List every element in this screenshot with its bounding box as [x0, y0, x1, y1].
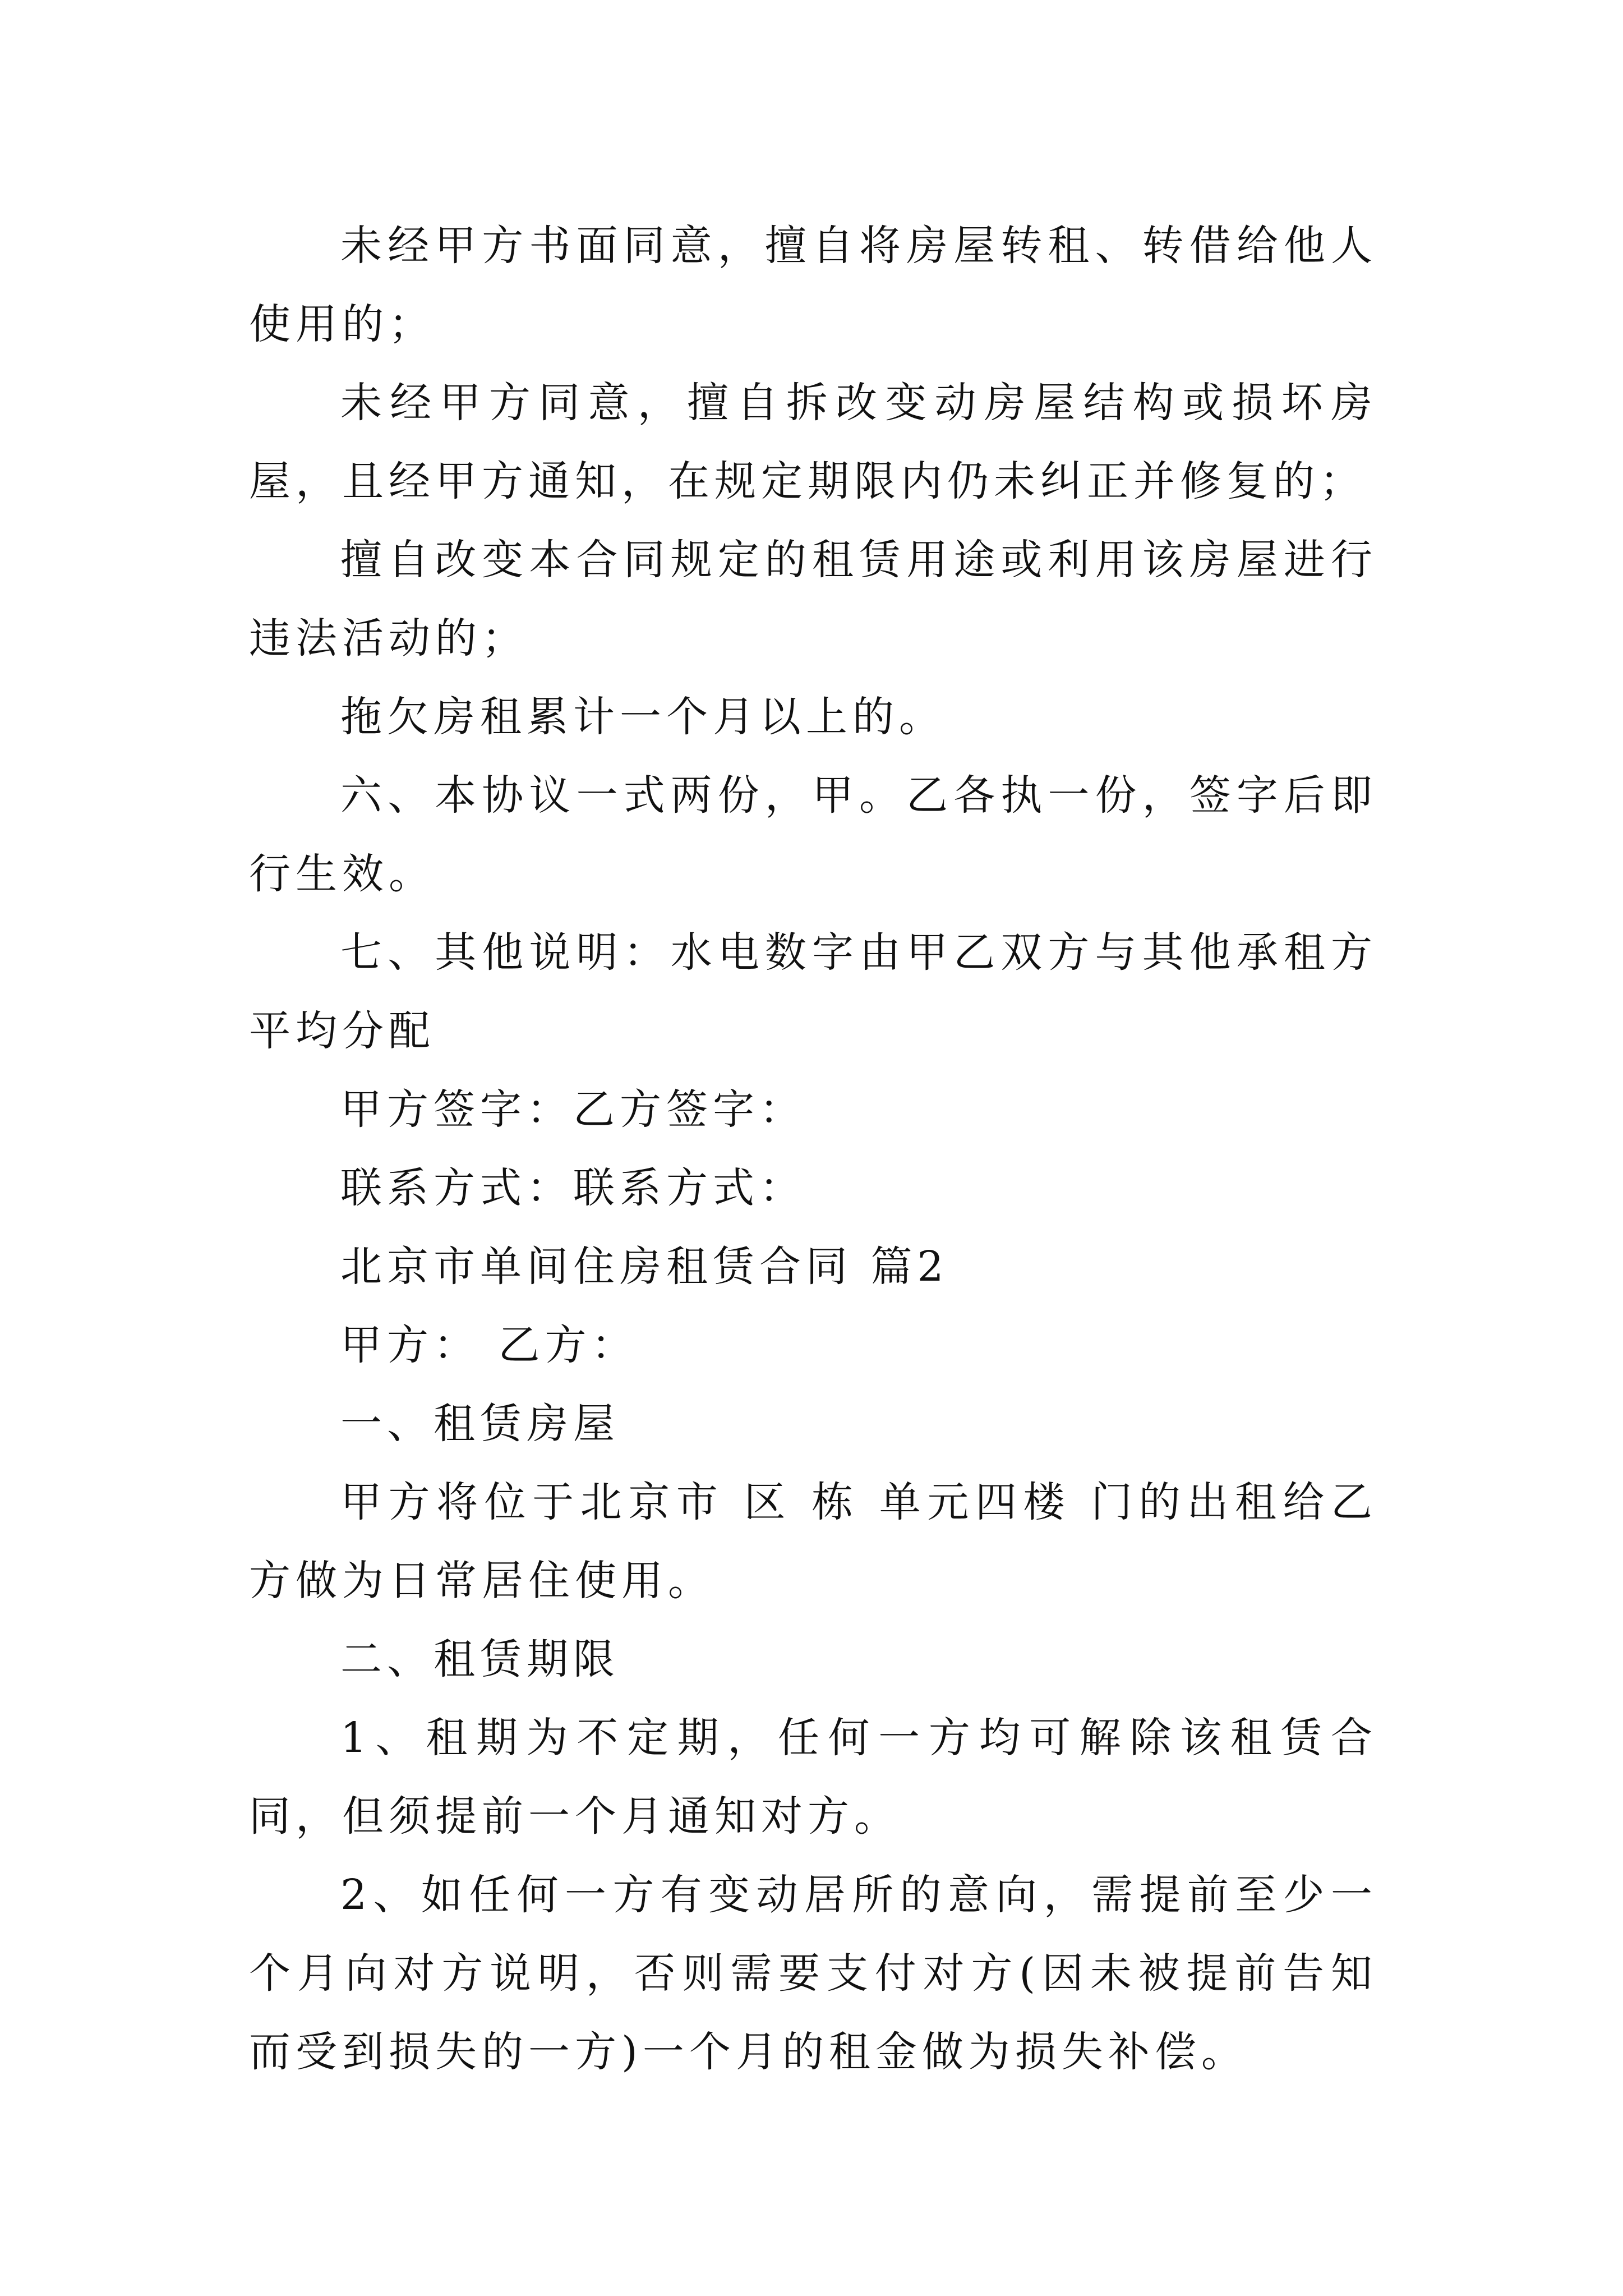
term-item-2: 2、如任何一方有变动居所的意向，需提前至少一个月向对方说明，否则需要支付对方(因未被提前告知而受到损失的一方)一个月的租金做为损失补偿。 [249, 1871, 1377, 2076]
document-body [249, 206, 1377, 2091]
contract-title: 北京市单间住房租赁合同 篇2 [340, 1243, 949, 1291]
contact-line: 联系方式：联系方式： [340, 1164, 806, 1212]
clause-structure-damage: 未经甲方同意，擅自拆改变动房屋结构或损坏房屋，且经甲方通知，在规定期限内仍未纠正并修复的； [249, 379, 1377, 505]
section-heading-term: 二、租赁期限 [340, 1635, 620, 1683]
clause-sublet: 未经甲方书面同意，擅自将房屋转租、转借给他人使用的； [249, 222, 1377, 348]
term-item-1: 1、租期为不定期，任何一方均可解除该租赁合同，但须提前一个月通知对方。 [249, 1714, 1377, 1841]
clause-six-copies: 六、本协议一式两份，甲。乙各执一份，签字后即行生效。 [249, 771, 1377, 898]
clause-rent-arrears: 拖欠房租累计一个月以上的。 [340, 693, 946, 741]
signature-line: 甲方签字：乙方签字： [340, 1085, 806, 1134]
section-heading-property: 一、租赁房屋 [340, 1400, 620, 1448]
clause-seven-other: 七、其他说明：水电数字由甲乙双方与其他承租方平均分配 [249, 928, 1377, 1055]
property-description: 甲方将位于北京市 区 栋 单元四楼 门的出租给乙方做为日常居住使用。 [249, 1478, 1377, 1605]
clause-illegal-use: 擅自改变本合同规定的租赁用途或利用该房屋进行违法活动的； [249, 536, 1377, 662]
parties-line: 甲方： 乙方： [340, 1321, 638, 1369]
